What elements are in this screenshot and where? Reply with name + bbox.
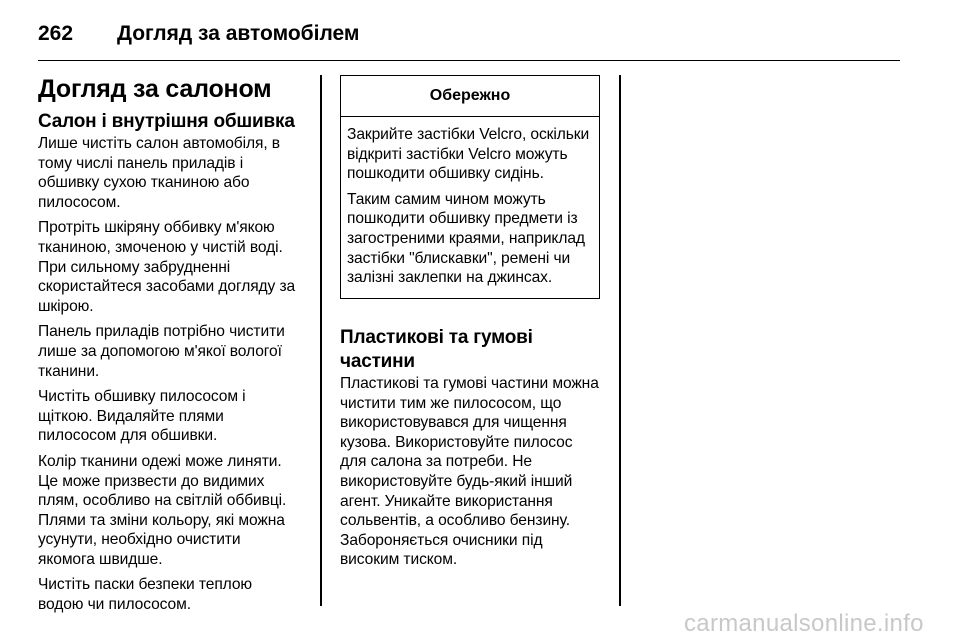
caution-box <box>340 75 600 299</box>
page-number: 262 <box>38 22 74 45</box>
paragraph: Чистіть обшивку пилососом і щіткою. Видаляйте плями пилососом для обшивки. <box>38 388 246 445</box>
column-divider-left <box>320 75 322 606</box>
subsection-title: Пластикові та гумові частини <box>340 327 533 372</box>
column-divider-right <box>619 75 621 606</box>
caution-body <box>341 117 599 298</box>
watermark: carmanualsonline.info <box>684 610 924 637</box>
running-title: Догляд за автомобілем <box>117 22 360 45</box>
caution-title: Обережно <box>341 76 599 117</box>
paragraph: Чистіть паски безпеки теплою водою чи пилососом. <box>38 576 253 614</box>
caution-paragraph: Таким самим чином можуть пошкодити обшивку предмети із загостреними краями, наприклад застібки "блискавки", ремені чи залізні заклепки на джинсах. <box>347 190 585 287</box>
paragraph: Колір тканини одежі може линяти. Це може призвести до видимих плям, особливо на світлій оббивці. Плями та зміни кольору, які можна усунути, необхідно очистити якомога швидше. <box>38 452 287 568</box>
section-title: Догляд за салоном <box>38 75 272 103</box>
paragraph: Протріть шкіряну оббивку м'якою тканиною, змоченою у чистій воді. При сильному забрудненні скористайтеся засобами догляду за шкірою. <box>38 219 296 315</box>
plastic-section <box>340 326 602 576</box>
subsection-title: Салон і внутрішня обшивка <box>38 111 295 132</box>
left-column <box>38 68 300 621</box>
paragraph: Лише чистіть салон автомобіля, в тому числі панель приладів і обшивку сухою тканиною або пилососом. <box>38 135 280 211</box>
page-header <box>38 10 900 61</box>
caution-paragraph: Закрийте застібки Velcro, оскільки відкриті застібки Velcro можуть пошкодити обшивку сидінь. <box>347 126 590 183</box>
paragraph: Панель приладів потрібно чистити лише за допомогою м'якої вологої тканини. <box>38 323 285 380</box>
paragraph: Пластикові та гумові частини можна чистити тим же пилососом, що використовувався для чищення кузова. Використовуйте пилосос для салона за потреби. Не використовуйте будь-який інший агент. Уникайте використання сольвентів, а особливо бензину. Забороняється очисники під високим тиском. <box>340 375 599 569</box>
